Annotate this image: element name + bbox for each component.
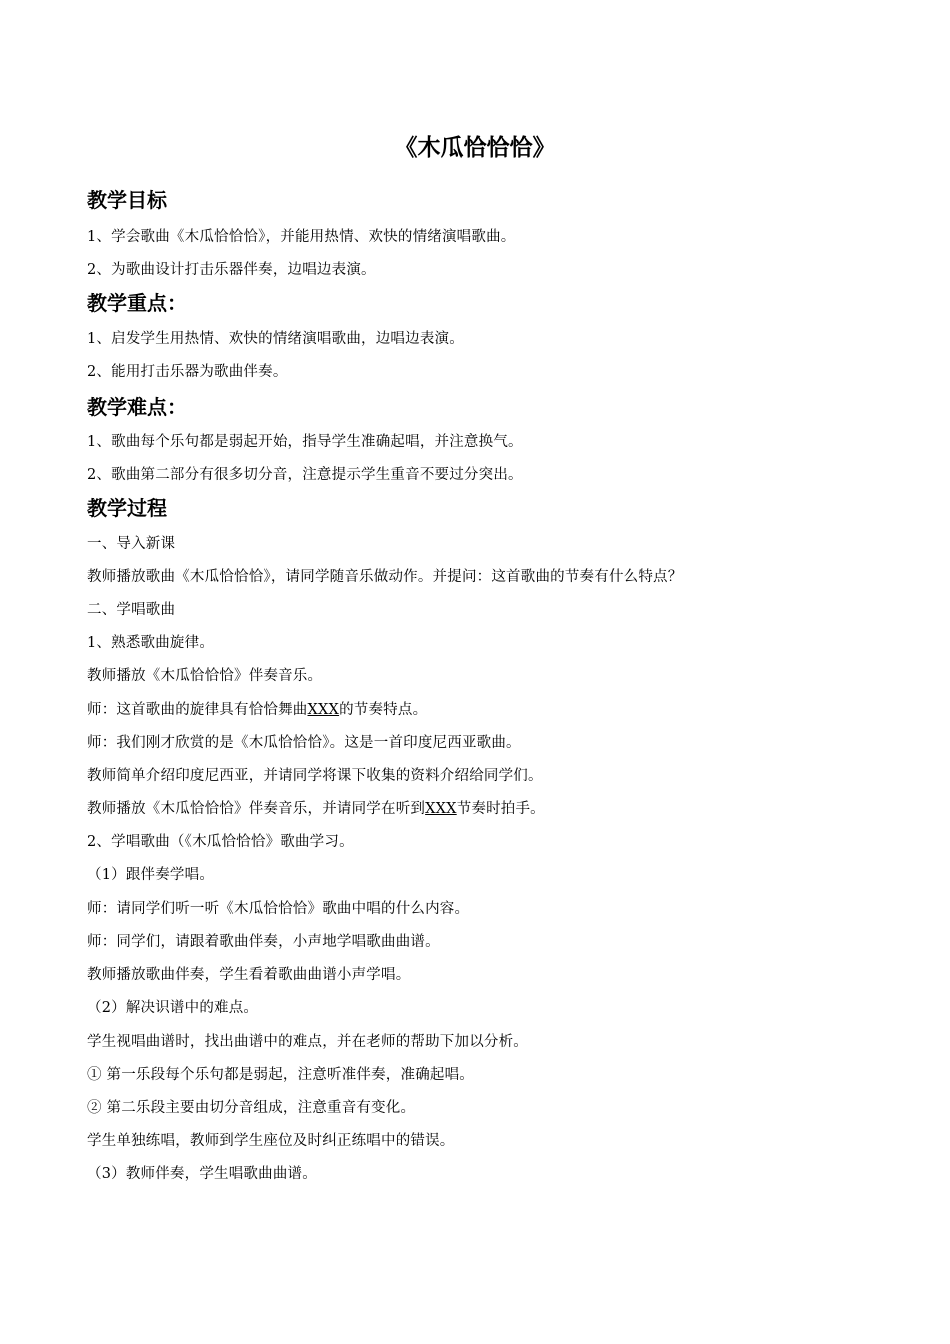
process-line: 教师播放歌曲伴奏，学生看着歌曲曲谱小声学唱。 <box>87 967 411 983</box>
key-point-item: 2、能用打击乐器为歌曲伴奏。 <box>87 364 288 380</box>
process-line <box>87 798 545 820</box>
difficulty-item: 1、歌曲每个乐句都是弱起开始，指导学生准确起唱，并注意换气。 <box>87 434 523 450</box>
process-line: 二、学唱歌曲 <box>87 602 176 618</box>
goal-item: 1、学会歌曲《木瓜恰恰恰》，并能用热情、欢快的情绪演唱歌曲。 <box>87 229 516 245</box>
process-line: 师：我们刚才欣赏的是《木瓜恰恰恰》。这是一首印度尼西亚歌曲。 <box>87 735 521 751</box>
process-line: 教师播放《木瓜恰恰恰》伴奏音乐。 <box>87 668 323 684</box>
process-line: ① 第一乐段每个乐句都是弱起，注意听准伴奏，准确起唱。 <box>87 1067 475 1083</box>
process-line <box>87 699 427 721</box>
heading-teaching-goals: 教学目标 <box>87 188 167 212</box>
process-line: 师：请同学们听一听《木瓜恰恰恰》歌曲中唱的什么内容。 <box>87 901 470 917</box>
process-line: 一、导入新课 <box>87 536 176 552</box>
process-line: 1、熟悉歌曲旋律。 <box>87 635 215 651</box>
process-line: （3）教师伴奏，学生唱歌曲曲谱。 <box>87 1166 317 1182</box>
goal-item: 2、为歌曲设计打击乐器伴奏，边唱边表演。 <box>87 262 376 278</box>
process-line: （2）解决识谱中的难点。 <box>87 1000 259 1016</box>
key-point-item: 1、启发学生用热情、欢快的情绪演唱歌曲，边唱边表演。 <box>87 331 464 347</box>
process-line: （1）跟伴奏学唱。 <box>87 867 215 883</box>
rhythm-pattern: XXX <box>425 801 457 817</box>
process-line: 师：同学们，请跟着歌曲伴奏，小声地学唱歌曲曲谱。 <box>87 934 440 950</box>
process-line-text: 节奏时拍手。 <box>456 801 545 817</box>
process-line-text: 师：这首歌曲的旋律具有恰恰舞曲 <box>87 702 308 718</box>
process-line: 学生视唱曲谱时，找出曲谱中的难点，并在老师的帮助下加以分析。 <box>87 1034 528 1050</box>
process-line-text: 教师播放《木瓜恰恰恰》伴奏音乐，并请同学在听到 <box>87 801 426 817</box>
difficulty-item: 2、歌曲第二部分有很多切分音，注意提示学生重音不要过分突出。 <box>87 467 523 483</box>
process-line: 2、学唱歌曲（《木瓜恰恰恰》歌曲学习。 <box>87 834 354 850</box>
process-line: 学生单独练唱，教师到学生座位及时纠正练唱中的错误。 <box>87 1133 455 1149</box>
process-line: 教师简单介绍印度尼西亚，并请同学将课下收集的资料介绍给同学们。 <box>87 768 543 784</box>
process-line: ② 第二乐段主要由切分音组成，注意重音有变化。 <box>87 1100 416 1116</box>
process-line: 教师播放歌曲《木瓜恰恰恰》，请同学随音乐做动作。并提问：这首歌曲的节奏有什么特点？ <box>87 569 683 585</box>
process-line-text: 的节奏特点。 <box>339 702 428 718</box>
heading-teaching-process: 教学过程 <box>87 496 167 520</box>
rhythm-pattern: XXX <box>307 702 340 718</box>
heading-key-points: 教学重点： <box>87 291 187 315</box>
document-title: 《木瓜恰恰恰》 <box>394 135 556 161</box>
heading-difficulties: 教学难点： <box>87 395 187 419</box>
